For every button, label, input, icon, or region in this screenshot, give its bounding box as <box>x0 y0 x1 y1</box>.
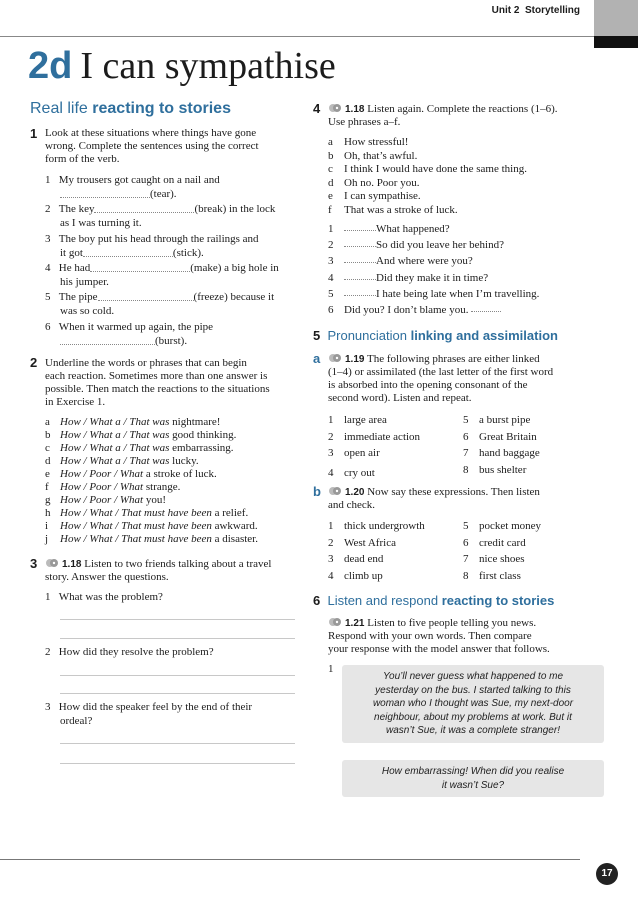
answer-blank[interactable] <box>98 291 194 301</box>
unit-header: Unit 2 Storytelling <box>491 5 580 16</box>
reaction-item[interactable]: h How / What / That must have been a relief. <box>45 507 249 519</box>
exercise-5b-left <box>328 518 468 584</box>
answer-blank[interactable] <box>83 247 173 257</box>
reaction-item[interactable]: a How / What a / That was nightmare! <box>45 416 221 428</box>
reaction-gap-item: 4 Did they make it in time? <box>328 271 489 284</box>
answer-blank[interactable] <box>344 270 376 280</box>
answer-line[interactable] <box>60 675 295 676</box>
answer-blank[interactable] <box>60 335 155 345</box>
phrase-item: 3 open air <box>328 447 380 459</box>
phrase-item: 6 Great Britain <box>463 430 537 443</box>
phrase-item: 6 credit card <box>463 536 526 549</box>
phrase-item: 8 bus shelter <box>463 463 527 476</box>
reaction-gap-item: 2 So did you leave her behind? <box>328 239 504 252</box>
reaction-item[interactable]: f How / Poor / What strange. <box>45 481 181 493</box>
audio-cd-icon[interactable] <box>328 486 342 496</box>
exercise-1-instructions: Look at these situations where things have gone wrong. Complete the sentences using the correct form of the verb. <box>45 127 259 165</box>
exercise-1-item: 4 He had (make) a big hole in his jumper. <box>45 262 279 288</box>
answer-line[interactable] <box>60 619 295 620</box>
phrase-item: f That was a stroke of luck. <box>328 203 458 216</box>
top-divider <box>0 36 594 37</box>
phrases-list <box>328 136 588 217</box>
phrase-item: 3 dead end <box>328 553 384 565</box>
exercise-1-item: 1 My trousers got caught on a nail and (tear). <box>45 174 220 200</box>
exercise-1-item: 5 The pipe (freeze) because it was so cold. <box>45 291 275 317</box>
reactions-list <box>328 221 593 318</box>
page-title: 2d I can sympathise <box>28 45 336 87</box>
exercise-2-instructions: Underline the words or phrases that can begin each reaction. Sometimes more than one answer is possible. Then match the reactions to the situations in Exercise 1. <box>45 357 270 408</box>
reaction-item[interactable]: i How / What / That must have been awkward. <box>45 520 258 532</box>
exercise-5a-label: a <box>313 351 321 366</box>
exercise-5a-instructions: 1.19 The following phrases are either linked (1–4) or assimilated (the last letter of the first word is absorbed into the opening consonant of the second word). Listen and repeat. <box>328 353 554 404</box>
exercise-5a-left <box>328 412 468 481</box>
answer-blank[interactable] <box>344 253 376 263</box>
answer-blank[interactable] <box>344 221 376 231</box>
answer-blank[interactable] <box>344 237 376 247</box>
exercise-5-heading: 5 Pronunciation linking and assimilation <box>313 328 558 343</box>
exercise-3-instructions: 1.18 Listen to two friends talking about a travel story. Answer the questions. <box>45 558 272 583</box>
exercise-5a-right <box>463 412 603 478</box>
audio-cd-icon[interactable] <box>45 558 59 568</box>
reaction-item[interactable]: j How / What / That must have been a disaster. <box>45 533 258 545</box>
phrase-item: 5 a burst pipe <box>463 414 531 426</box>
exercise-1-item: 6 When it warmed up again, the pipe (burst). <box>45 321 214 347</box>
audio-cd-icon[interactable] <box>328 617 342 627</box>
exercise-2-list <box>45 416 300 546</box>
reaction-item[interactable]: e How / Poor / What a stroke of luck. <box>45 468 217 480</box>
bottom-divider <box>0 859 580 860</box>
phrase-item: 2 West Africa <box>328 536 396 549</box>
phrase-item: 7 hand baggage <box>463 447 540 459</box>
audio-cd-icon[interactable] <box>328 353 342 363</box>
phrase-item: 1 large area <box>328 414 387 426</box>
phrase-item: 4 climb up <box>328 569 383 582</box>
question-2: 2 How did they resolve the problem? <box>45 646 214 658</box>
exercise-2-number: 2 <box>30 355 38 370</box>
reaction-gap-item: 6 Did you? I don’t blame you. <box>328 302 593 318</box>
story-bubble: You’ll never guess what happened to me yesterday on the bus. I started talking to this woman who I thought was Sue, my next-door neighbour, about my problems at work. But it wasn’t Sue, it was a complete stranger! <box>342 665 604 743</box>
exercise-5b-label: b <box>313 484 321 499</box>
header-tab <box>594 0 638 36</box>
audio-cd-icon[interactable] <box>328 103 342 113</box>
answer-line[interactable] <box>60 763 295 764</box>
exercise-6-instructions: 1.21 Listen to five people telling you news. Respond with your own words. Then compare your response with the model answer that follows. <box>328 617 550 655</box>
phrase-item: 7 nice shoes <box>463 553 525 565</box>
exercise-1-number: 1 <box>30 126 38 141</box>
phrase-item: 1 thick undergrowth <box>328 520 425 532</box>
phrase-item: a How stressful! <box>328 136 409 148</box>
reaction-gap-item: 5 I hate being late when I’m travelling. <box>328 287 540 300</box>
exercise-3-number: 3 <box>30 556 38 571</box>
answer-line[interactable] <box>60 743 295 744</box>
answer-blank[interactable] <box>344 286 376 296</box>
question-3: 3 How did the speaker feel by the end of their ordeal? <box>45 701 253 727</box>
exercise-5b-instructions: 1.20 Now say these expressions. Then listen and check. <box>328 486 540 511</box>
reaction-item[interactable]: d How / What a / That was lucky. <box>45 455 199 467</box>
exercise-6-heading: 6 Listen and respond reacting to stories <box>313 593 555 608</box>
reaction-gap-item: 1 What happened? <box>328 223 450 235</box>
exercise-1-item: 2 The key (break) in the lock as I was turning it. <box>45 203 276 229</box>
phrase-item: d Oh no. Poor you. <box>328 176 420 189</box>
answer-blank[interactable] <box>471 302 501 312</box>
phrase-item: b Oh, that’s awful. <box>328 149 418 162</box>
phrase-item: 4 cry out <box>328 466 375 479</box>
answer-blank[interactable] <box>90 262 190 272</box>
answer-blank[interactable] <box>94 203 194 213</box>
exercise-5b-right <box>463 518 603 584</box>
exercise-6-item-number: 1 <box>328 663 334 675</box>
exercise-1-item: 3 The boy put his head through the railings and it got (stick). <box>45 233 259 259</box>
exercise-4-number: 4 <box>313 101 321 116</box>
reaction-item[interactable]: g How / Poor / What you! <box>45 494 167 506</box>
reaction-gap-item: 3 And where were you? <box>328 255 473 268</box>
phrase-item: 5 pocket money <box>463 520 542 532</box>
exercise-4-instructions: 1.18 Listen again. Complete the reactions (1–6). Use phrases a–f. <box>328 103 558 128</box>
phrase-item: c I think I would have done the same thing. <box>328 163 527 175</box>
header-tab-marker <box>594 36 638 48</box>
phrase-item: 8 first class <box>463 569 521 582</box>
answer-blank[interactable] <box>60 188 150 198</box>
question-1: 1 What was the problem? <box>45 591 163 603</box>
answer-line[interactable] <box>60 693 295 694</box>
reaction-item[interactable]: b How / What a / That was good thinking. <box>45 429 237 441</box>
real-life-heading: Real life reacting to stories <box>30 100 231 117</box>
phrase-item: 2 immediate action <box>328 430 421 443</box>
model-response-bubble: How embarrassing! When did you realise it wasn’t Sue? <box>342 760 604 797</box>
page-number: 17 <box>596 863 618 885</box>
answer-line[interactable] <box>60 638 295 639</box>
reaction-item[interactable]: c How / What a / That was embarrassing. <box>45 442 234 454</box>
phrase-item: e I can sympathise. <box>328 190 421 202</box>
